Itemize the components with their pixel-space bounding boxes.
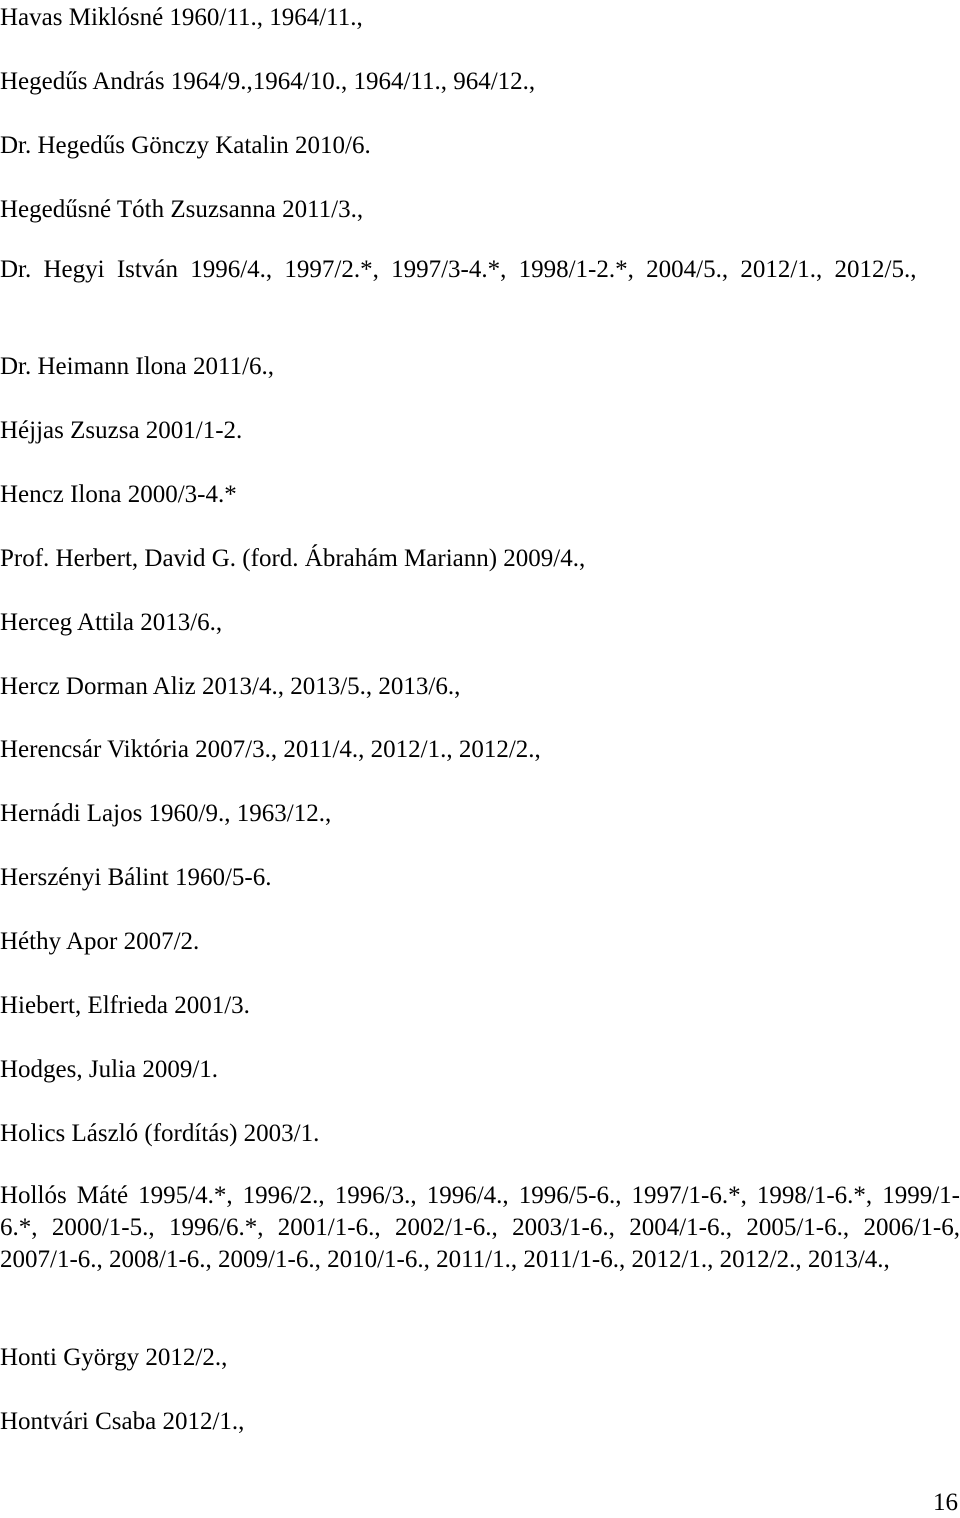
index-entry: Hencz Ilona 2000/3-4.* [0,481,237,508]
index-entry: Hercz Dorman Aliz 2013/4., 2013/5., 2013/6., [0,673,461,700]
index-entry: Dr. Hegyi István 1996/4., 1997/2.*, 1997/3-4.*, 1998/1-2.*, 2004/5., 2012/1., 2012/5., [0,256,917,283]
index-entry: Prof. Herbert, David G. (ford. Ábrahám Mariann) 2009/4., [0,545,586,572]
index-entry: Hegedűsné Tóth Zsuzsanna 2011/3., [0,196,364,223]
index-entry: Hiebert, Elfrieda 2001/3. [0,992,250,1019]
index-entry: Havas Miklósné 1960/11., 1964/11., [0,4,363,31]
index-entry: Holics László (fordítás) 2003/1. [0,1120,320,1147]
index-entry: Hernádi Lajos 1960/9., 1963/12., [0,800,332,827]
index-entry: Hollós Máté 1995/4.*, 1996/2., 1996/3., 1996/4., 1996/5-6., 1997/1-6.*, 1998/1-6.*, 1999/1-6.*, 2000/1-5., 1996/6.*, 2001/1-6., 2002/1-6., 2003/1-6., 2004/1-6., 2005/1-6., 2006/1-6, 2007/1-6., 2008/1-6., 2009/1-6., 2010/1-6., 2011/1., 2011/1-6., 2012/1., 2012/2., 2013/4., [0,1182,960,1273]
page-number: 16 [933,1489,958,1516]
index-entry: Héjjas Zsuzsa 2001/1-2. [0,417,243,444]
index-entry: Dr. Heimann Ilona 2011/6., [0,353,275,380]
index-entry: Honti György 2012/2., [0,1344,228,1371]
index-entry: Hegedűs András 1964/9.,1964/10., 1964/11., 964/12., [0,68,536,95]
index-entry: Dr. Hegedűs Gönczy Katalin 2010/6. [0,132,371,159]
index-entry: Herceg Attila 2013/6., [0,609,223,636]
index-entry: Héthy Apor 2007/2. [0,928,200,955]
index-entry: Herszényi Bálint 1960/5-6. [0,864,272,891]
index-entry: Hontvári Csaba 2012/1., [0,1408,245,1435]
index-entry: Herencsár Viktória 2007/3., 2011/4., 2012/1., 2012/2., [0,736,541,763]
index-entry: Hodges, Julia 2009/1. [0,1056,219,1083]
